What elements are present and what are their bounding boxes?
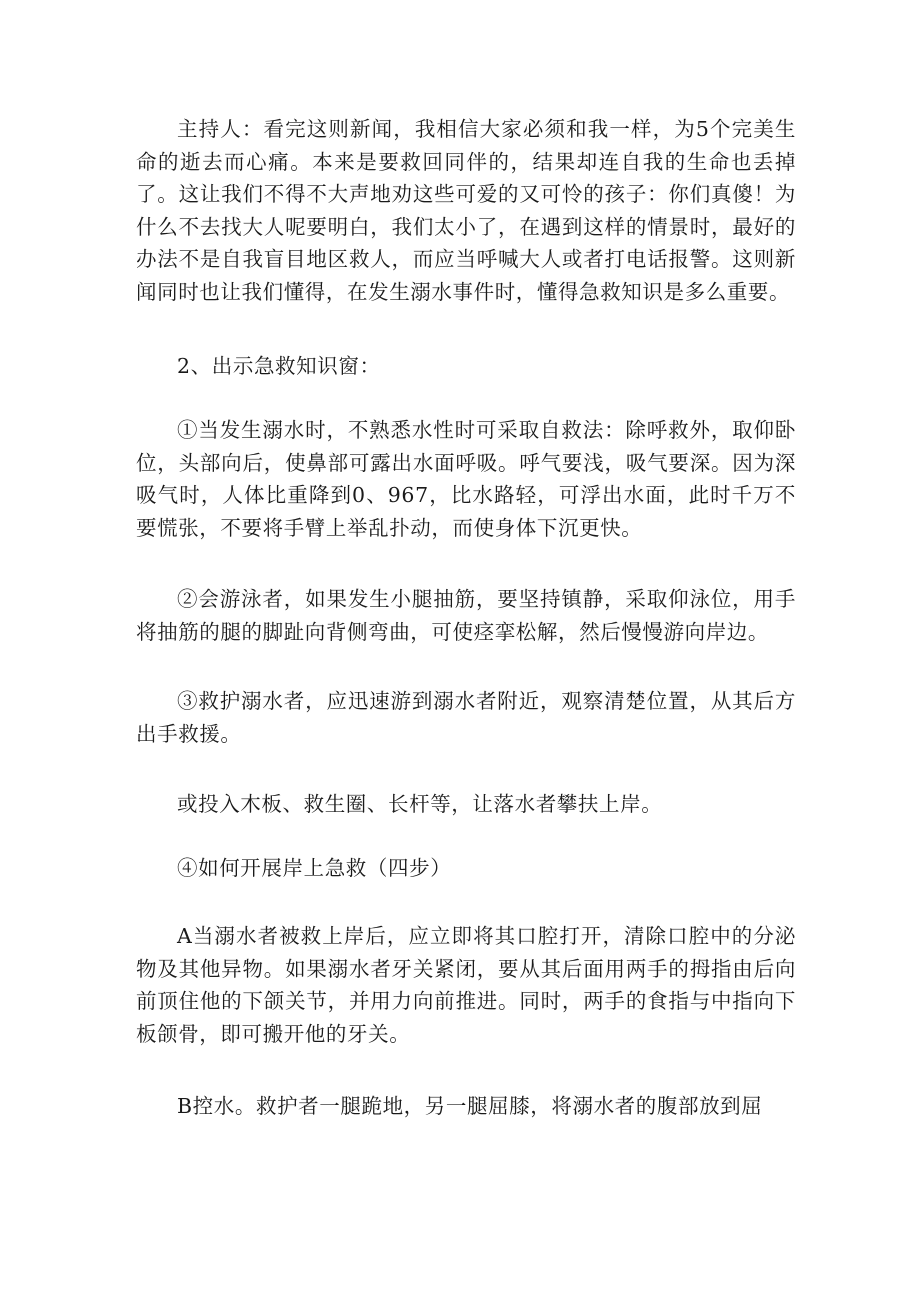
paragraph-self-rescue: ①当发生溺水时，不熟悉水性时可采取自救法：除呼救外，取仰卧位，头部向后，使鼻部可露出水面呼吸。呼气要浅，吸气要深。因为深吸气时，人体比重降到0、967，比水路轻，可浮出水面，此时千万不要慌张，不要将手臂上举乱扑动，而使身体下沉更快。 (136, 418, 796, 540)
paragraph-leg-cramp: ②会游泳者，如果发生小腿抽筋，要坚持镇静，采取仰泳位，用手将抽筋的腿的脚趾向背侧弯曲，可使痉挛松解，然后慢慢游向岸边。 (136, 587, 796, 644)
paragraph-shore-aid-heading: ④如何开展岸上急救（四步） (177, 856, 452, 880)
paragraph-throw-aid: 或投入木板、救生圈、长杆等，让落水者攀扶上岸。 (177, 792, 663, 816)
paragraph-step-a: A当溺水者被救上岸后，应立即将其口腔打开，清除口腔中的分泌物及其他异物。如果溺水者牙关紧闭，要从其后面用两手的拇指由后向前顶住他的下颌关节，并用力向前推进。同时，两手的食指与中指向下板颌骨，即可搬开他的牙关。 (136, 924, 796, 1046)
paragraph-step-b: B控水。救护者一腿跪地，另一腿屈膝，将溺水者的腹部放到屈 (177, 1094, 763, 1118)
paragraph-host-commentary: 主持人：看完这则新闻，我相信大家必须和我一样，为5个完美生命的逝去而心痛。本来是要救回同伴的，结果却连自我的生命也丢掉了。这让我们不得不大声地劝这些可爱的又可怜的孩子：你们真傻！为什么不去找大人呢要明白，我们太小了，在遇到这样的情景时，最好的办法不是自我盲目地区救人，而应当呼喊大人或者打电话报警。这则新闻同时也让我们懂得，在发生溺水事件时，懂得急救知识是多么重要。 (136, 117, 796, 304)
paragraph-first-aid-heading: 2、出示急救知识窗： (177, 354, 381, 378)
paragraph-rescue-swimmer: ③救护溺水者，应迅速游到溺水者附近，观察清楚位置，从其后方出手救援。 (136, 689, 796, 746)
